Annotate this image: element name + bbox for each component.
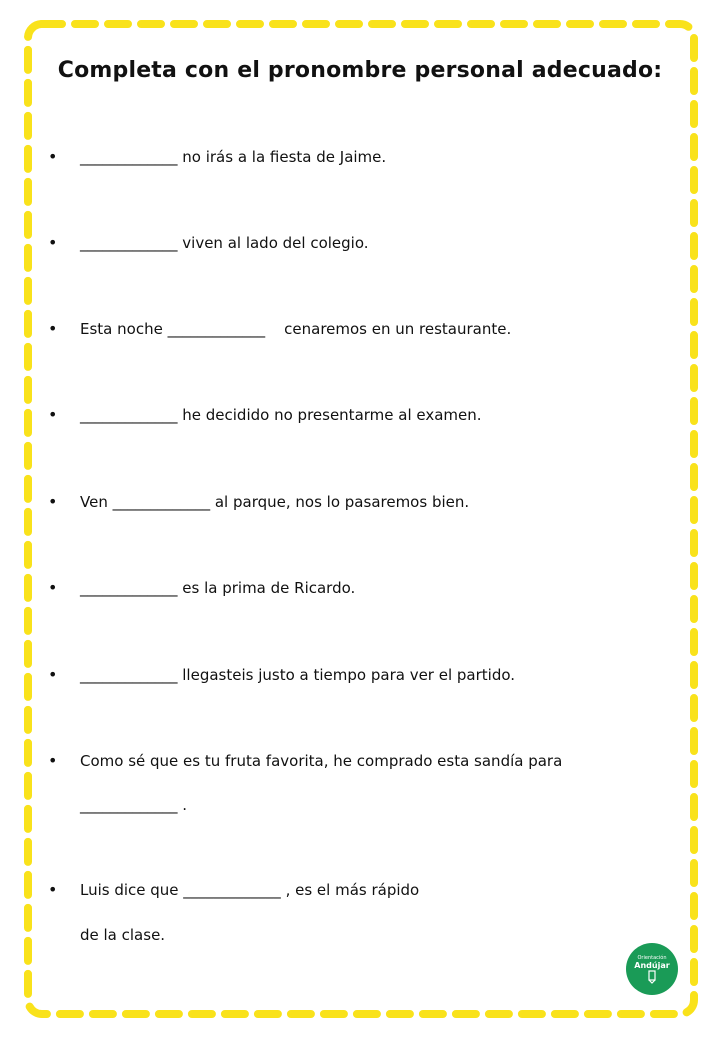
bullet-icon: •	[48, 665, 58, 684]
exercise-text: _____________ es la prima de Ricardo.	[80, 579, 356, 597]
bullet-icon: •	[48, 319, 58, 338]
bullet-icon: •	[48, 147, 58, 166]
exercise-text: Como sé que es tu fruta favorita, he comprado esta sandía para	[80, 752, 563, 770]
exercise-text: Esta noche _____________ cenaremos en un restaurante.	[80, 320, 512, 338]
worksheet-title: Completa con el pronombre personal adecuado:	[57, 58, 663, 83]
exercise-text: de la clase.	[80, 926, 166, 944]
orientacion-andujar-logo	[626, 943, 678, 995]
bullet-icon: •	[48, 492, 58, 511]
bullet-icon: •	[48, 751, 58, 770]
exercise-text: Ven _____________ al parque, nos lo pasaremos bien.	[80, 493, 470, 511]
exercise-text: _____________ no irás a la fiesta de Jaime.	[80, 148, 387, 166]
bullet-icon: •	[48, 880, 58, 899]
logo-line-1: Orientación	[637, 954, 667, 961]
exercise-text: Luis dice que _____________ , es el más rápido	[80, 881, 420, 899]
bullet-icon: •	[48, 578, 58, 597]
exercise-text: _____________ .	[80, 796, 188, 814]
pencil-icon	[646, 970, 658, 984]
logo-line-2: Andújar	[634, 960, 670, 970]
bullet-icon: •	[48, 405, 58, 424]
exercise-text: _____________ viven al lado del colegio.	[80, 234, 369, 252]
exercise-text: _____________ he decidido no presentarme al examen.	[80, 406, 482, 424]
exercise-text: _____________ llegasteis justo a tiempo para ver el partido.	[80, 666, 516, 684]
bullet-icon: •	[48, 233, 58, 252]
